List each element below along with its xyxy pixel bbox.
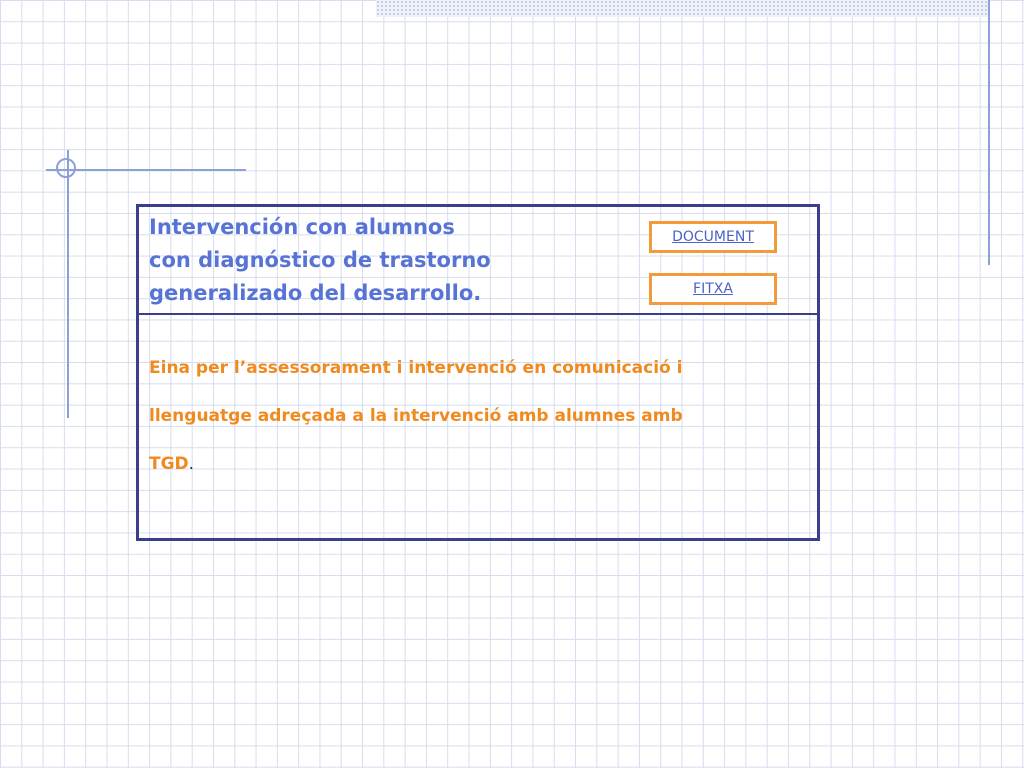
decorative-horizontal-line bbox=[46, 169, 246, 171]
slide-title-line: generalizado del desarrollo. bbox=[149, 281, 482, 305]
slide-title bbox=[149, 211, 619, 310]
description-line-last bbox=[149, 452, 809, 476]
top-pattern-strip bbox=[376, 0, 990, 17]
description-end-dot: . bbox=[188, 454, 195, 474]
description-line: llenguatge adreçada a la intervenció amb alumnes amb bbox=[149, 406, 683, 426]
fitxa-link-button[interactable] bbox=[649, 273, 777, 305]
document-link[interactable]: DOCUMENT bbox=[672, 229, 754, 245]
slide-description bbox=[149, 356, 809, 500]
decorative-vertical-line-right bbox=[988, 0, 990, 265]
fitxa-link[interactable]: FITXA bbox=[693, 281, 733, 297]
description-line-text: TGD bbox=[149, 454, 189, 474]
document-link-button[interactable] bbox=[649, 221, 777, 253]
description-line: Eina per l’assessorament i intervenció en comunicació i bbox=[149, 358, 683, 378]
slide-title-line: con diagnóstico de trastorno bbox=[149, 248, 491, 272]
content-box bbox=[136, 204, 820, 541]
decorative-vertical-line-left bbox=[67, 150, 69, 418]
decorative-circle bbox=[56, 158, 76, 178]
box-divider bbox=[139, 313, 817, 315]
slide-title-line: Intervención con alumnos bbox=[149, 215, 455, 239]
